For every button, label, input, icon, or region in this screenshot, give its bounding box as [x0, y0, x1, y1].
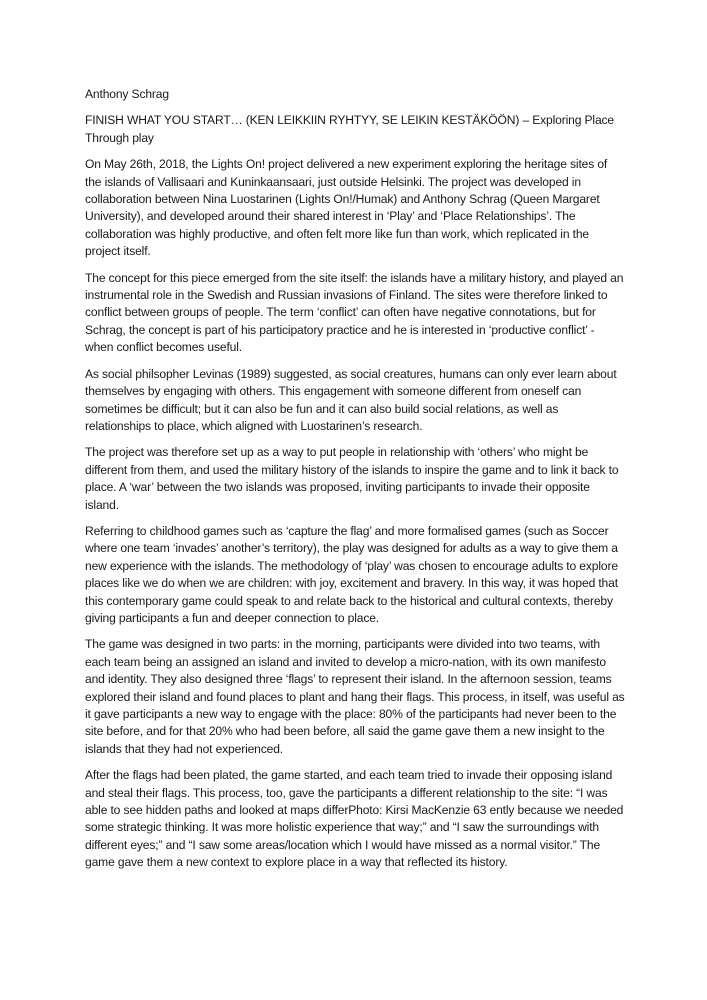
paragraph: On May 26th, 2018, the Lights On! project delivered a new experiment exploring the heritage sites of the islands of Vallisaari and Kuninkaansaari, just outside Helsinki. The project was developed in collaboration between Nina Luostarinen (Lights On!/Humak) and Anthony Schrag (Queen Margaret University), and developed around their shared interest in ‘Play’ and ‘Place Relationships’. The collaboration was highly productive, and often felt more like fun than work, which replicated in the project itself. [85, 157, 608, 259]
author-name: Anthony Schrag [85, 87, 169, 101]
paragraph: The concept for this piece emerged from the site itself: the islands have a military history, and played an instrumental role in the Swedish and Russian invasions of Finland. The sites were therefore linked to conflict between groups of people. The term ‘conflict’ can often have negative connotations, but for Schrag, the concept is part of his participatory practice and he is interested in ‘productive conflict’ - when conflict becomes useful. [85, 270, 624, 355]
paragraph: As social philsopher Levinas (1989) suggested, as social creatures, humans can only ever learn about themselves by engaging with others. This engagement with someone different from oneself can sometimes be difficult; but it can also be fun and it can also build social relations, as well as relationships to place, which aligned with Luostarinen’s research. [85, 366, 617, 433]
document-page [85, 86, 625, 881]
paragraph: The project was therefore set up as a way to put people in relationship with ‘others’ who might be different from them, and used the military history of the islands to inspire the game and to link it back to place. A ‘war’ between the two islands was proposed, inviting participants to invade their opposite island. [85, 445, 619, 512]
paragraph: After the flags had been plated, the game started, and each team tried to invade their opposing island and steal their flags. This process, too, gave the participants a different relationship to the site: “I was able to see hidden paths and looked at maps differPhoto: Kirsi MacKenzie 63 ently because we needed some strategic thinking. It was more holistic experience that way;” and “I saw the surroundings with different eyes;” and “I saw some areas/location which I would have missed as a normal visitor.” The game gave them a new context to explore place in a way that reflected its history. [85, 768, 624, 870]
paragraph: Referring to childhood games such as ‘capture the flag’ and more formalised games (such as Soccer where one team ‘invades’ another’s territory), the play was designed for adults as a way to give them a new experience with the islands. The methodology of ‘play’ was chosen to encourage adults to explore places like we do when we are children: with joy, excitement and bravery. In this way, it was hoped that this contemporary game could speak to and relate back to the historical and cultural contexts, thereby giving participants a fun and deeper connection to place. [85, 523, 618, 625]
document-title: FINISH WHAT YOU START… (KEN LEIKKIIN RYHTYY, SE LEIKIN KESTÄKÖÖN) – Exploring Place Through play [85, 113, 615, 145]
paragraph: The game was designed in two parts: in the morning, participants were divided into two teams, with each team being an assigned an island and invited to develop a micro-nation, with its own manifesto and identity. They also designed three ‘flags’ to represent their island. In the afternoon session, teams explored their island and found places to plant and hang their flags. This process, in itself, was useful as it gave participants a new way to engage with the place: 80% of the participants had never been to the site before, and for that 20% who had been before, all said the game gave them a new insight to the islands that they had not experienced. [85, 637, 625, 756]
